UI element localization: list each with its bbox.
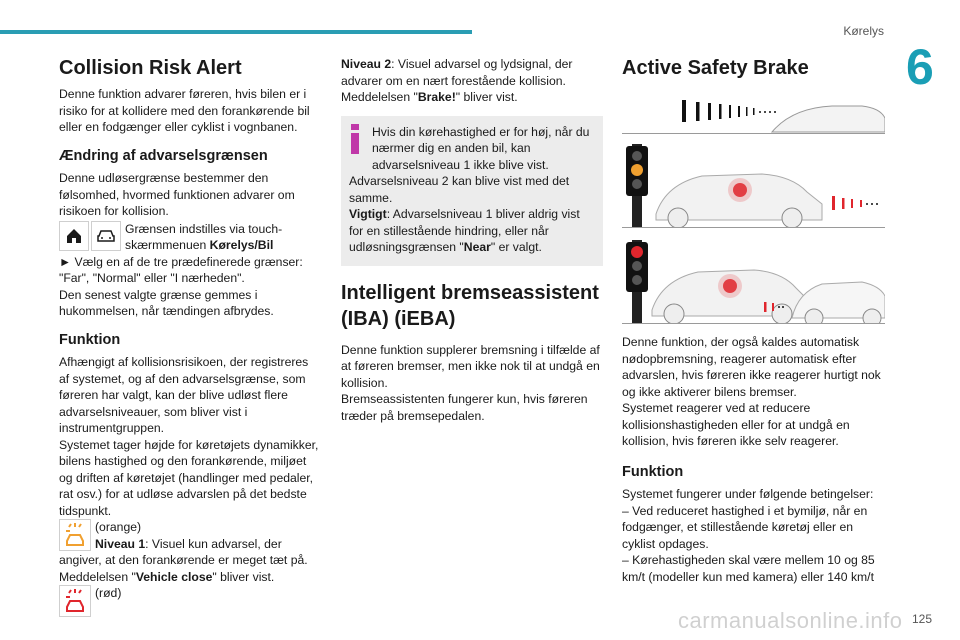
column-2 [341, 56, 603, 424]
function-heading: Funktion [59, 331, 121, 348]
asb-text-2: Systemet reagerer ved at reducere kollisionshastigheden eller for at undgå en kollision, hvis føreren ikke selv reagerer. [622, 401, 850, 448]
info-near: Near [463, 240, 491, 254]
chapter-number: 6 [906, 39, 934, 95]
column-1 [59, 56, 321, 617]
info-vigtigt: Vigtigt [349, 207, 387, 221]
memory-line: Den senest valgte grænse gemmes i hukommelsen, når tændingen afbrydes. [59, 287, 274, 318]
touch-menu-text [121, 221, 311, 254]
level1-desc: : Visuel kun advarsel, der angiver, at den forankørende er meget tæt på. [59, 536, 308, 567]
collision-intro: Denne funktion advarer føreren, hvis bilen er i risiko for at kollidere med den forankørende bil eller en fodgænger eller cyklist i vognbanen. [59, 87, 310, 134]
threshold-heading: Ændring af advarselsgrænsen [59, 147, 268, 164]
red-label: (rød) [95, 586, 122, 600]
info-end: " er valgt. [490, 240, 542, 254]
msg-brake: Brake! [417, 90, 456, 104]
msg2-post: " bliver vist. [455, 90, 518, 104]
level2-bold: Niveau 2 [341, 57, 392, 71]
info-line-3-text: : Advarselsniveau 1 bliver aldrig vist for en stillestående hindring, eller når udløsningsgrænsen " [349, 207, 580, 254]
level2-icon-row [59, 585, 321, 617]
msg-pre: Meddelelsen " [59, 569, 136, 584]
car-icon [91, 221, 121, 251]
collision-risk-title: Collision Risk Alert [59, 57, 242, 79]
info-line-3 [349, 206, 595, 256]
illustration-traffic-light-orange [622, 144, 885, 228]
touch-bold-bil: Bil [257, 238, 274, 252]
vehicle-close-message [59, 569, 321, 586]
active-safety-brake-title: Active Safety Brake [622, 57, 809, 79]
level1-text [59, 536, 321, 569]
brake-message [341, 89, 603, 106]
section-label: Kørelys [843, 24, 884, 38]
orange-label: (orange) [95, 520, 142, 534]
msg2-pre: Meddelelsen " [341, 90, 418, 104]
touch-menu-row [59, 221, 321, 254]
header-accent-bar [0, 30, 472, 34]
page-number: 125 [911, 612, 932, 626]
collision-warning-orange-icon [59, 519, 91, 551]
iba-text-2: Bremseassistenten fungerer kun, hvis føreren træder på bremsepedalen. [341, 392, 588, 423]
msg-vehicle-close: Vehicle close [135, 569, 213, 584]
level1-block [59, 519, 321, 569]
select-threshold-line: ► Vælg en af de tre prædefinerede grænser: "Far", "Normal" eller "I nærheden". [59, 254, 303, 285]
home-icon [59, 221, 89, 251]
msg-post: " bliver vist. [212, 569, 275, 584]
illustration-road-marks [622, 88, 885, 134]
touch-pre: Grænsen indstilles via touch-skærmmenuen [125, 221, 283, 252]
asb-function-heading: Funktion [622, 463, 684, 480]
function-text-1: Afhængigt af kollisionsrisikoen, der registreres af systemet, og af den advarselsgrænse, som føreren har valgt, kan der blive udløst flere advarselsniveauer, som bliver vist i instrumentgruppen. [59, 355, 309, 435]
asb-text-1: Denne funktion, der også kaldes automatisk nødopbremsning, reagerer automatisk efter advarslen, hvis føreren ikke reagerer hurtigt nok og ikke aktiverer bilens bremser. [622, 335, 881, 399]
info-line-2: Advarselsniveau 2 kan blive vist med det samme. [349, 174, 570, 205]
condition-1: – Ved reduceret hastighed i et bymiljø, når en fodgænger, et stillestående køretøj eller en cyklist opdages. [622, 503, 868, 551]
column-3 [622, 56, 888, 585]
conditions-intro: Systemet fungerer under følgende betingelser: [622, 487, 874, 501]
iba-text-1: Denne funktion supplerer bremsning i tilfælde af at føreren bremser, men ikke nok til at undgå en kollision. [341, 342, 600, 390]
watermark: carmanualsonline.info [678, 608, 903, 633]
iba-title: Intelligent bremseassistent (IBA) (iEBA) [341, 281, 599, 330]
level2-desc: : Visuel advarsel og lydsignal, der advarer om en nært forestående kollision. [341, 57, 573, 88]
level2-text [341, 56, 603, 89]
info-line-1: Hvis din kørehastighed er for høj, når du nærmer dig en anden bil, kan advarselsniveau 1 ikke blive vist. [372, 124, 590, 172]
function-text-2: Systemet tager højde for køretøjets dynamikker, bilens hastighed og den forankørende, miljøet og driften af køretøjet (handlinger med pedaler, rat osv.) for at udløse advarslen på det bedste tidspunkt. [59, 437, 319, 518]
touch-sep: / [254, 238, 258, 252]
level1-bold: Niveau 1 [95, 536, 146, 551]
info-box [341, 116, 603, 266]
touch-bold-korelys: Kørelys [209, 238, 255, 252]
condition-2: – Kørehastigheden skal være mellem 10 og 85 km/t (modeller kun med kamera) eller 140 km/t [622, 553, 875, 584]
threshold-text: Denne udløsergrænse bestemmer den følsomhed, hvormed funktionen advarer om risikoen for kollision. [59, 171, 295, 218]
collision-warning-red-icon [59, 585, 91, 617]
illustration-traffic-light-red [622, 240, 885, 324]
info-icon [351, 124, 359, 154]
